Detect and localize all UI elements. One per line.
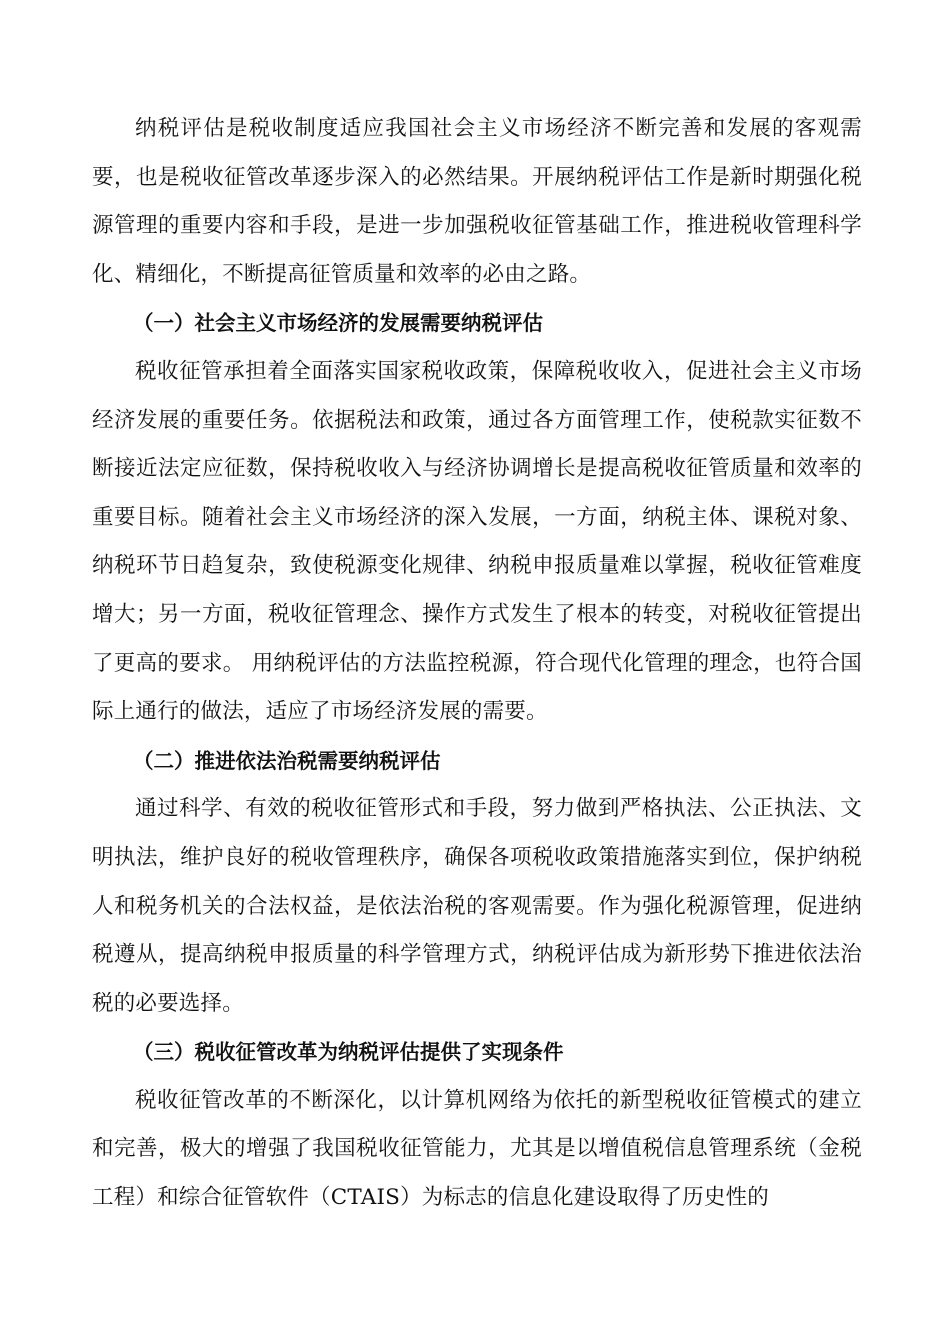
section-paragraph-1: 税收征管承担着全面落实国家税收政策，保障税收收入，促进社会主义市场经济发展的重要任务。依据税法和政策，通过各方面管理工作，使税款实征数不断接近法定应征数，保持税收收入与经济协调增长是提高税收征管质量和效率的重要目标。随着社会主义市场经济的深入发展，一方面，纳税主体、课税对象、纳税环节日趋复杂，致使税源变化规律、纳税申报质量难以掌握，税收征管难度增大；另一方面，税收征管理念、操作方式发生了根本的转变，对税收征管提出了更高的要求。 用纳税评估的方法监控税源，符合现代化管理的理念，也符合国际上通行的做法，适应了市场经济发展的需要。 (92, 358, 862, 725)
section-heading-3: （三）税收征管改革为纳税评估提供了实现条件 (133, 1040, 564, 1065)
section-heading-2: （二）推进依法治税需要纳税评估 (133, 748, 441, 773)
section-paragraph-3: 税收征管改革的不断深化，以计算机网络为依托的新型税收征管模式的建立和完善，极大的增强了我国税收征管能力，尤其是以增值税信息管理系统（金税工程）和综合征管软件（CTAIS）为标志的信息化建设取得了历史性的 (92, 1087, 862, 1211)
section-paragraph-2: 通过科学、有效的税收征管形式和手段，努力做到严格执法、公正执法、文明执法，维护良好的税收管理秩序，确保各项税收政策措施落实到位，保护纳税人和税务机关的合法权益，是依法治税的客观需要。作为强化税源管理，促进纳税遵从，提高纳税申报质量的科学管理方式，纳税评估成为新形势下推进依法治税的必要选择。 (92, 796, 862, 1016)
section-heading-1: （一）社会主义市场经济的发展需要纳税评估 (133, 311, 543, 336)
document-body (92, 105, 862, 1223)
intro-paragraph: 纳税评估是税收制度适应我国社会主义市场经济不断完善和发展的客观需要，也是税收征管改革逐步深入的必然结果。开展纳税评估工作是新时期强化税源管理的重要内容和手段，是进一步加强税收征管基础工作，推进税收管理科学化、精细化，不断提高征管质量和效率的必由之路。 (92, 116, 862, 287)
